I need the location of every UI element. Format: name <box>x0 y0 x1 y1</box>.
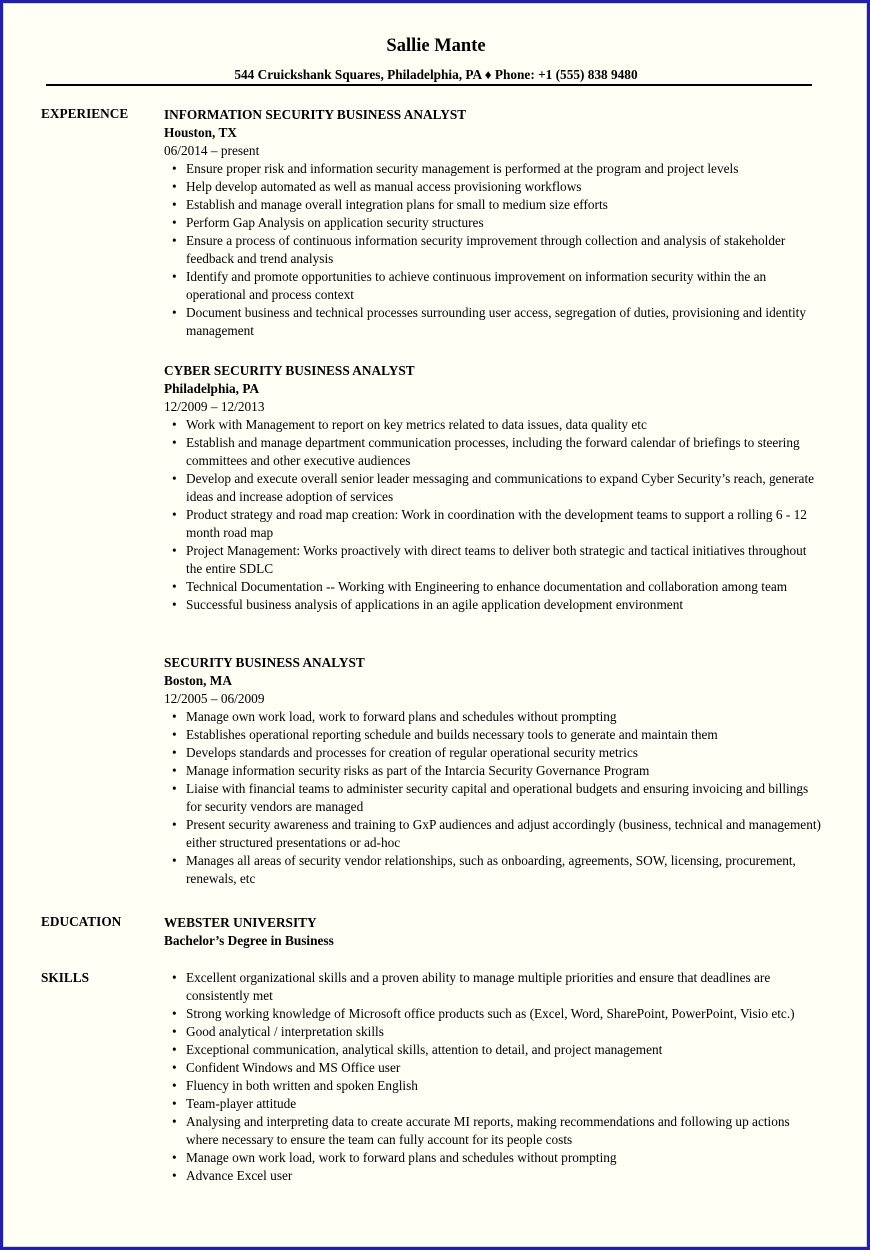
school-name: WEBSTER UNIVERSITY <box>164 915 317 930</box>
candidate-name: Sallie Mante <box>386 36 486 56</box>
list-item: • Analysing and interpreting data to create accurate MI reports, making recommendations and following up actions where necessary to ensure the team can fully account for its people costs <box>164 1113 824 1149</box>
list-item: • Manage information security risks as part of the Intarcia Security Governance Program <box>164 762 824 780</box>
list-item: • Help develop automated as well as manual access provisioning workflows <box>164 178 824 196</box>
list-item: • Develop and execute overall senior leader messaging and communications to expand Cyber Security’s reach, generate ideas and increase adoption of services <box>164 470 824 506</box>
list-item: • Ensure a process of continuous information security improvement through collection and analysis of stakeholder feedback and trend analysis <box>164 232 824 268</box>
list-item: • Manages all areas of security vendor relationships, such as onboarding, agreements, SOW, licensing, procurement, renewals, etc <box>164 852 824 888</box>
job-dates: 12/2009 – 12/2013 <box>164 399 265 414</box>
list-item: • Manage own work load, work to forward plans and schedules without prompting <box>164 1149 824 1167</box>
list-item: • Project Management: Works proactively with direct teams to deliver both strategic and tactical initiatives throughout the entire SDLC <box>164 542 824 578</box>
list-item: • Strong working knowledge of Microsoft office products such as (Excel, Word, SharePoint, PowerPoint, Visio etc.) <box>164 1005 824 1023</box>
list-item: • Work with Management to report on key metrics related to data issues, data quality etc <box>164 416 824 434</box>
section-label-education: EDUCATION <box>41 914 122 929</box>
skills-list <box>164 969 824 1185</box>
job-dates: 06/2014 – present <box>164 143 260 158</box>
list-item: • Identify and promote opportunities to achieve continuous improvement on information security within the an operational and process context <box>164 268 824 304</box>
list-item: • Exceptional communication, analytical skills, attention to detail, and project management <box>164 1041 824 1059</box>
list-item: • Ensure proper risk and information security management is performed at the program and project levels <box>164 160 824 178</box>
list-item: • Establish and manage overall integration plans for small to medium size efforts <box>164 196 824 214</box>
job-location: Houston, TX <box>164 125 237 140</box>
section-label-skills: SKILLS <box>41 970 90 985</box>
list-item: • Technical Documentation -- Working with Engineering to enhance documentation and collaboration among team <box>164 578 824 596</box>
list-item: • Liaise with financial teams to administer security capital and operational budgets and ensuring invoicing and billings for security vendors are managed <box>164 780 824 816</box>
job-bullets <box>164 416 824 614</box>
job-entry <box>164 362 824 614</box>
list-item: • Good analytical / interpretation skills <box>164 1023 824 1041</box>
header-divider <box>46 84 812 86</box>
job-location: Boston, MA <box>164 673 232 688</box>
list-item: • Establish and manage department communication processes, including the forward calendar of briefings to steering committees and other executive audiences <box>164 434 824 470</box>
list-item: • Document business and technical processes surrounding user access, segregation of duties, provisioning and identity management <box>164 304 824 340</box>
job-dates: 12/2005 – 06/2009 <box>164 691 265 706</box>
job-bullets <box>164 160 824 340</box>
list-item: • Develops standards and processes for creation of regular operational security metrics <box>164 744 824 762</box>
list-item: • Present security awareness and training to GxP audiences and adjust accordingly (business, technical and management) either structured presentations or ad-hoc <box>164 816 824 852</box>
section-label-experience: EXPERIENCE <box>41 106 129 121</box>
list-item: • Team-player attitude <box>164 1095 824 1113</box>
contact-line: 544 Cruickshank Squares, Philadelphia, PA ♦ Phone: +1 (555) 838 9480 <box>234 67 638 82</box>
list-item: • Advance Excel user <box>164 1167 824 1185</box>
list-item: • Perform Gap Analysis on application security structures <box>164 214 824 232</box>
job-title: INFORMATION SECURITY BUSINESS ANALYST <box>164 107 467 122</box>
list-item: • Establishes operational reporting schedule and builds necessary tools to generate and maintain them <box>164 726 824 744</box>
list-item: • Fluency in both written and spoken English <box>164 1077 824 1095</box>
job-bullets <box>164 708 824 888</box>
job-entry <box>164 106 824 340</box>
skills-bullets <box>164 969 824 1185</box>
job-title: SECURITY BUSINESS ANALYST <box>164 655 365 670</box>
degree: Bachelor’s Degree in Business <box>164 933 334 948</box>
job-title: CYBER SECURITY BUSINESS ANALYST <box>164 363 415 378</box>
list-item: • Confident Windows and MS Office user <box>164 1059 824 1077</box>
list-item: • Manage own work load, work to forward plans and schedules without prompting <box>164 708 824 726</box>
list-item: • Product strategy and road map creation: Work in coordination with the development teams to support a rolling 6 - 12 month road map <box>164 506 824 542</box>
resume-page <box>3 3 867 1247</box>
list-item: • Excellent organizational skills and a proven ability to manage multiple priorities and ensure that deadlines are consistently met <box>164 969 824 1005</box>
education-entry <box>164 914 824 950</box>
list-item: • Successful business analysis of applications in an agile application development environment <box>164 596 824 614</box>
job-location: Philadelphia, PA <box>164 381 260 396</box>
job-entry <box>164 654 824 888</box>
